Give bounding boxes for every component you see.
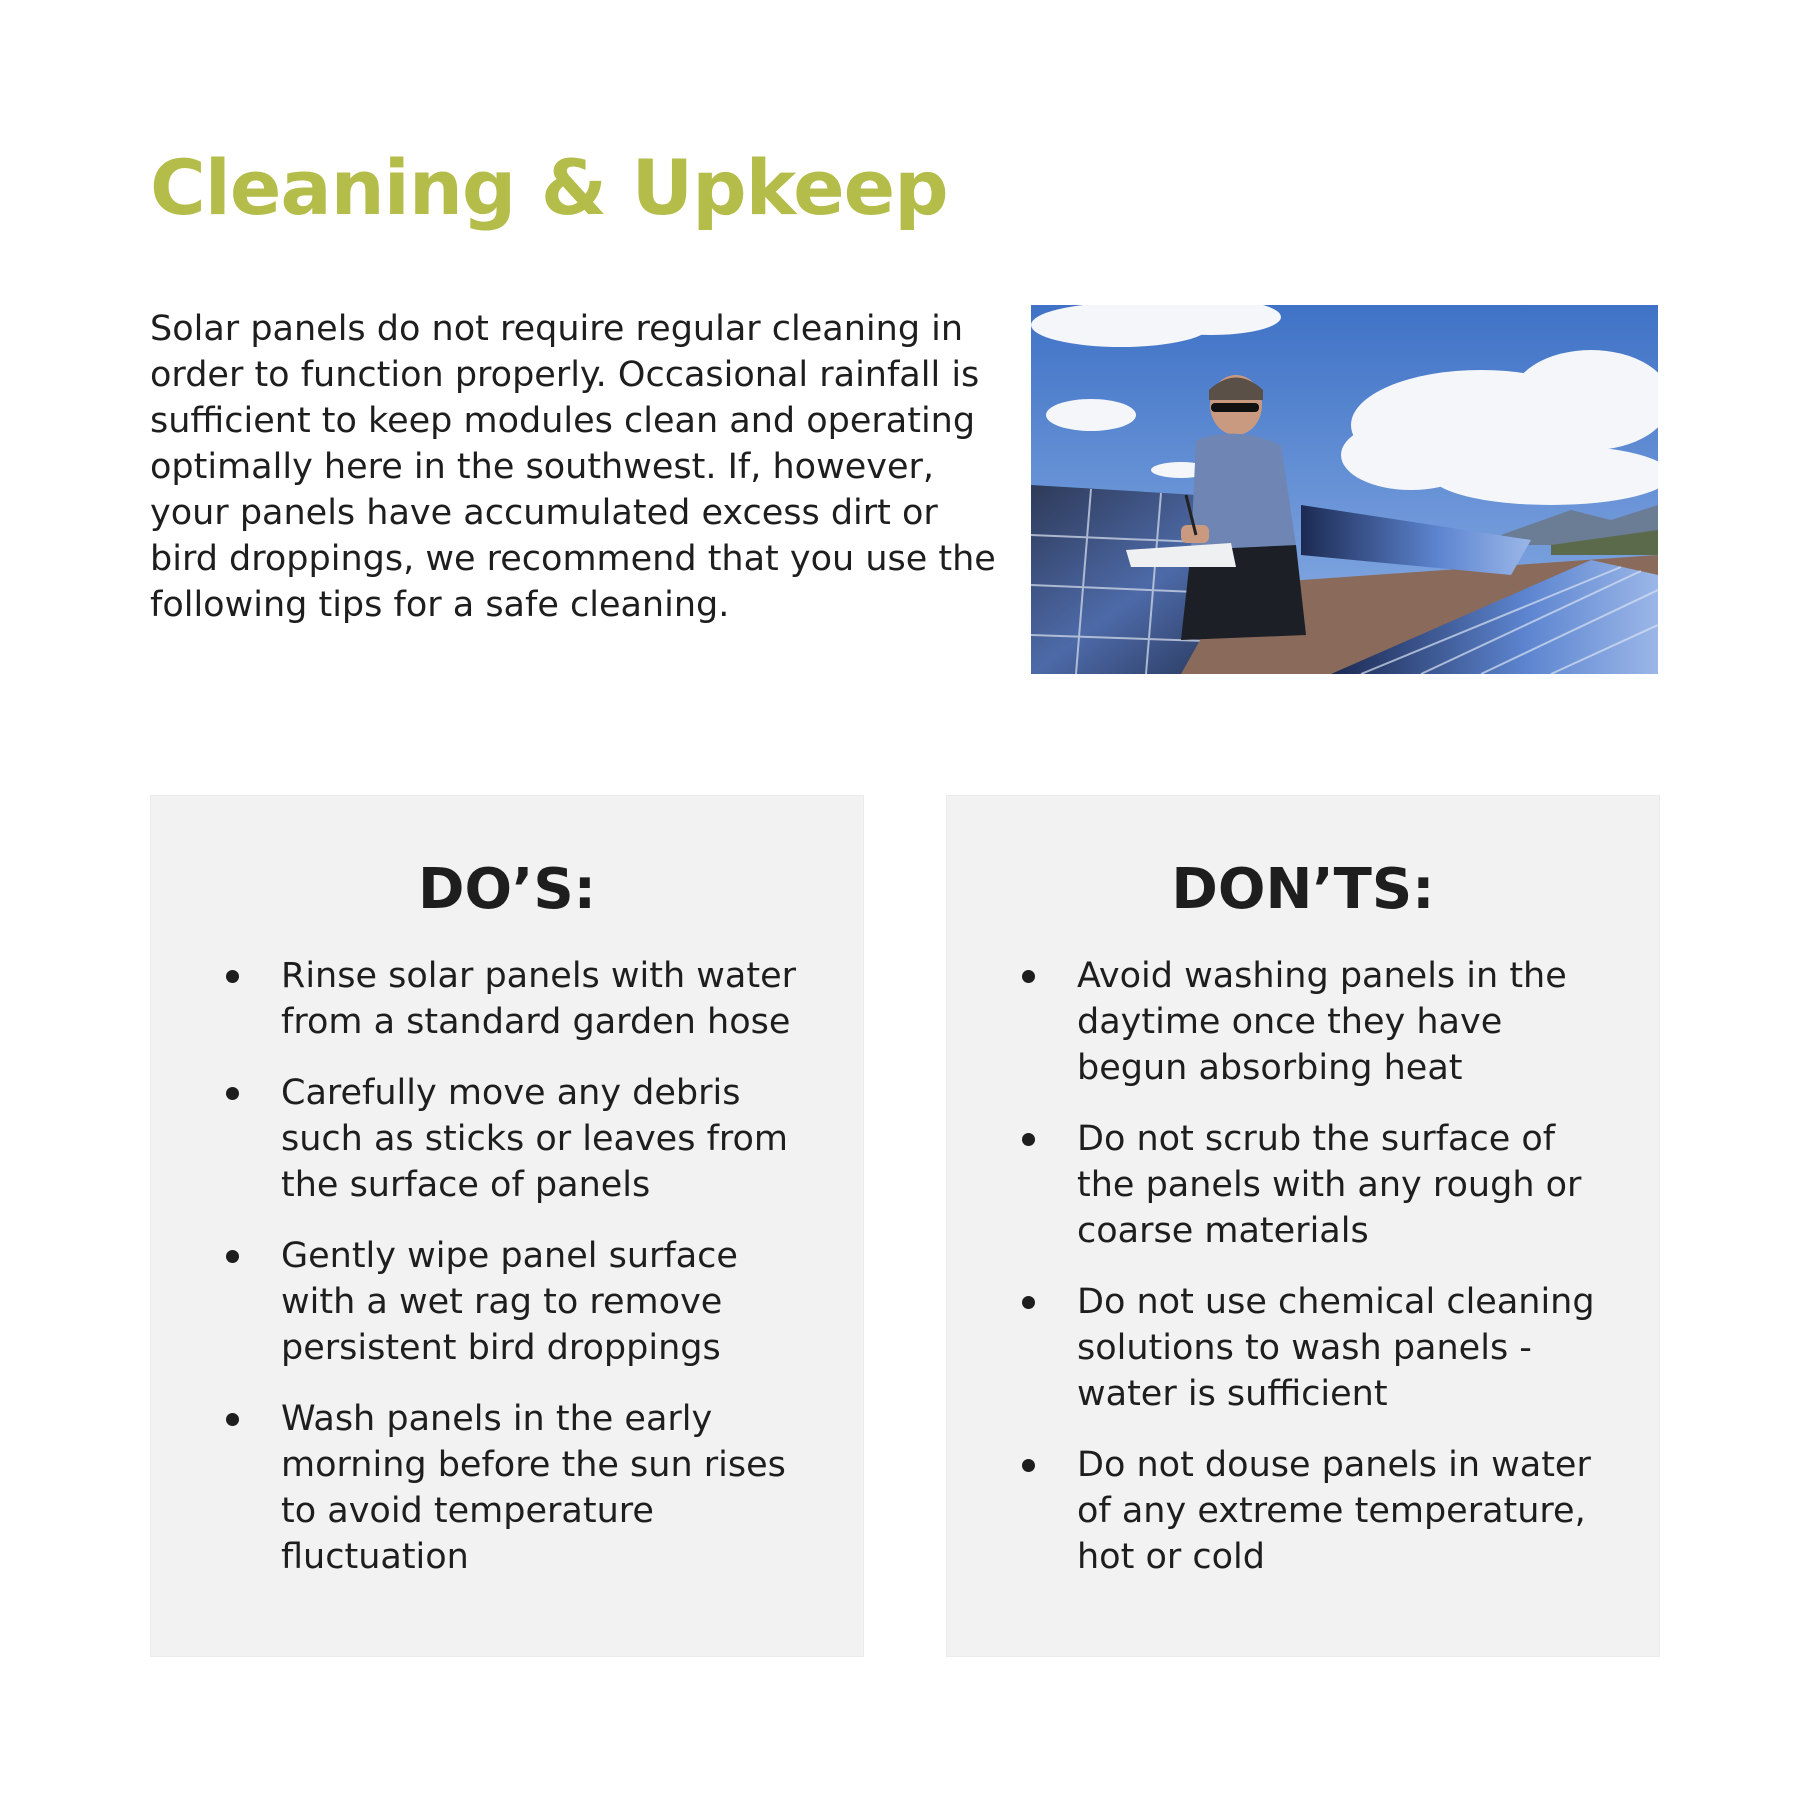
list-item (226, 1070, 823, 1208)
donts-card (946, 795, 1660, 1657)
bullet-icon (226, 1413, 239, 1426)
bullet-icon (226, 970, 239, 983)
list-item-text: Carefully move any debris such as sticks or leaves from the surface of panels (281, 1073, 789, 1205)
bullet-icon (1022, 970, 1035, 983)
list-item-text: Do not douse panels in water of any extreme temperature, hot or cold (1077, 1445, 1591, 1577)
dos-heading: DO’S: (417, 857, 597, 922)
donts-heading: DON’TS: (1171, 857, 1435, 922)
bullet-icon (226, 1087, 239, 1100)
list-item (226, 1233, 823, 1371)
list-item-text: Rinse solar panels with water from a standard garden hose (281, 956, 797, 1042)
bullet-icon (1022, 1133, 1035, 1146)
list-item-text: Avoid washing panels in the daytime once they have begun absorbing heat (1077, 956, 1567, 1088)
list-item-text: Gently wipe panel surface with a wet rag to remove persistent bird droppings (281, 1236, 738, 1368)
list-item (1022, 1442, 1619, 1580)
list-item (226, 1396, 823, 1580)
intro-paragraph: Solar panels do not require regular cleaning in order to function properly. Occasional rainfall is sufficient to keep modules clean and operating optimally here in the southwest. If, however, your panels have accumulated excess dirt or bird droppings, we recommend that you use the following tips for a safe cleaning. (150, 309, 996, 625)
list-item-text: Do not scrub the surface of the panels with any rough or coarse materials (1077, 1119, 1582, 1251)
bullet-icon (1022, 1296, 1035, 1309)
list-item-text: Wash panels in the early morning before the sun rises to avoid temperature fluctuation (281, 1399, 786, 1577)
list-item (1022, 1279, 1619, 1417)
list-item (1022, 1116, 1619, 1254)
solar-technician-photo (1031, 305, 1658, 674)
donts-list (1022, 953, 1619, 1605)
bullet-icon (1022, 1459, 1035, 1472)
dos-card (150, 795, 864, 1657)
dos-list (226, 953, 823, 1605)
bullet-icon (226, 1250, 239, 1263)
page-title: Cleaning & Upkeep (150, 143, 948, 232)
list-item (1022, 953, 1619, 1091)
list-item-text: Do not use chemical cleaning solutions to wash panels - water is sufficient (1077, 1282, 1595, 1414)
list-item (226, 953, 823, 1045)
